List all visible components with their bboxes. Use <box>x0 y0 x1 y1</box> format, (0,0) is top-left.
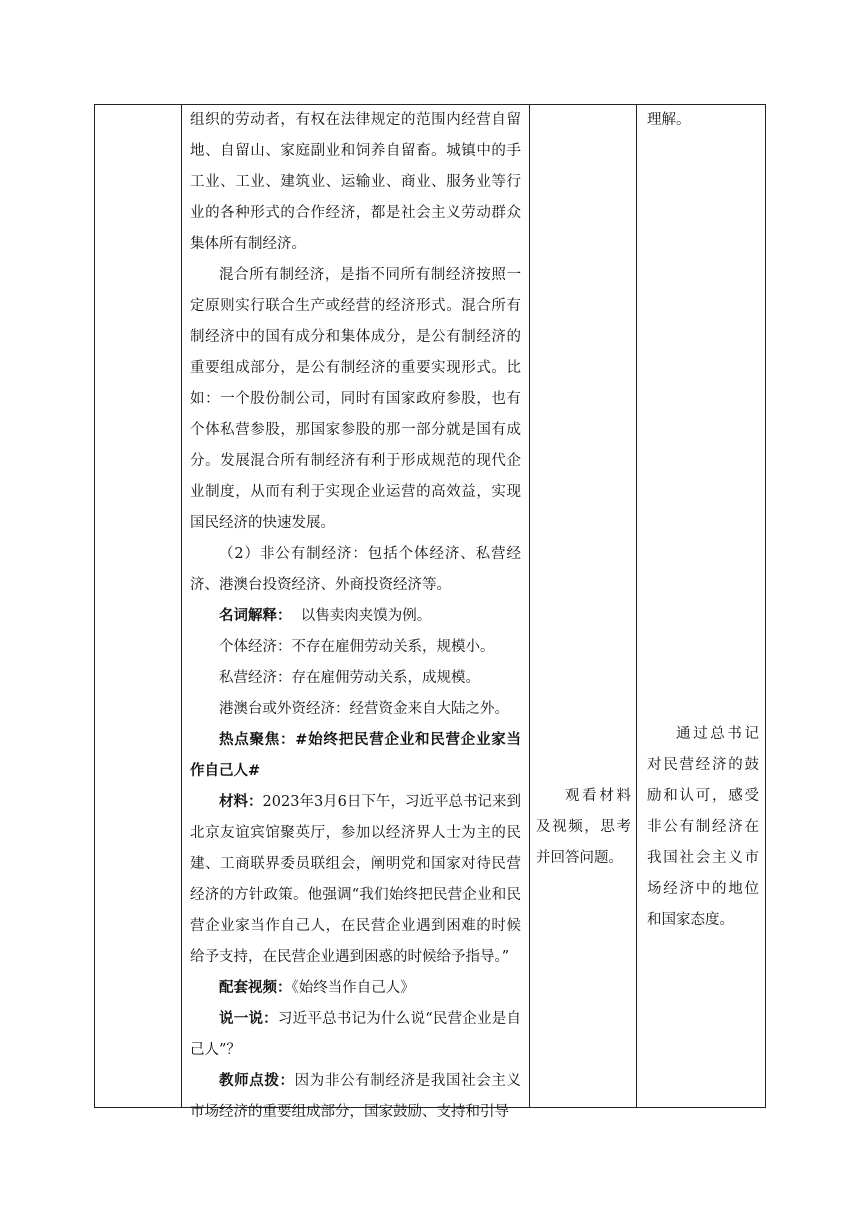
design-intent-top-cell <box>647 105 759 136</box>
design-intent-text: 通过总书记对民营经济的鼓励和认可，感受非公有制经济在我国社会主义市场经济中的地位和国家态度。 <box>647 726 759 928</box>
say-label: 说一说： <box>219 1011 278 1027</box>
term-label: 名词解释： <box>219 608 292 624</box>
teaching-content-cell <box>190 105 521 1128</box>
column-divider <box>636 105 637 1107</box>
design-intent-cell <box>647 719 759 936</box>
column-divider <box>181 105 182 1107</box>
term-item: 港澳台或外资经济：经营资金来自大陆之外。 <box>219 701 509 717</box>
content-paragraph: （2）非公有制经济：包括个体经济、私营经济、港澳台投资经济、外商投资经济等。 <box>190 546 521 593</box>
material-text: 2023年3月6日下午，习近平总书记来到北京友谊宾馆聚英厅，参加以经济界人士为主的民建、工商联界委员联组会，阐明党和国家对待民营经济的方针政策。他强调“我们始终把民营企业和民营企业家当作自己人，在民营企业遇到困难的时候给予支持，在民营企业遇到困惑的时候给予指导。” <box>190 794 522 965</box>
teacher-text: 因为非公有制经济是我国社会主义市场经济的重要组成部分，国家鼓励、支持和引导 <box>190 1073 522 1120</box>
term-item: 个体经济：不存在雇佣劳动关系，规模小。 <box>219 639 495 655</box>
hot-topic: 热点聚焦：#始终把民营企业和民营企业家当作自己人# <box>190 732 521 779</box>
video-title: 《始终当作自己人》 <box>291 980 415 996</box>
term-explanation <box>190 601 521 632</box>
content-paragraph: 混合所有制经济，是指不同所有制经济按照一定原则实行联合生产或经营的经济形式。混合所有制经济中的国有成分和集体成分，是公有制经济的重要组成部分，是公有制经济的重要实现形式。比如：一个股份制公司，同时有国家政府参股，也有个体私营参股，那国家参股的那一部分就是国有成分。发展混合所有制经济有利于形成规范的现代企业制度，从而有利于实现企业运营的高效益，实现国民经济的快速发展。 <box>190 267 521 531</box>
video-line <box>190 973 521 1004</box>
design-intent-top-text: 理解。 <box>647 112 691 128</box>
teacher-label: 教师点拨： <box>219 1073 295 1089</box>
term-item: 私营经济：存在雇佣劳动关系，成规模。 <box>219 670 480 686</box>
content-paragraph: 组织的劳动者，有权在法律规定的范围内经营自留地、自留山、家庭副业和饲养自留畜。城镇中的手工业、工业、建筑业、运输业、商业、服务业等行业的各种形式的合作经济，都是社会主义劳动群众集体所有制经济。 <box>190 112 521 252</box>
term-text: 以售卖肉夹馍为例。 <box>300 608 432 624</box>
student-activity-cell <box>536 781 631 874</box>
lesson-plan-table <box>94 104 766 1120</box>
material-label: 材料： <box>219 794 263 810</box>
teacher-paragraph <box>190 1066 521 1128</box>
say-text: 习近平总书记为什么说“民营企业是自己人”？ <box>190 1011 521 1058</box>
material-paragraph <box>190 787 521 973</box>
say-paragraph <box>190 1004 521 1066</box>
student-activity-text: 观看材料及视频，思考并回答问题。 <box>536 788 631 866</box>
video-label: 配套视频： <box>219 980 292 996</box>
column-divider <box>529 105 530 1107</box>
